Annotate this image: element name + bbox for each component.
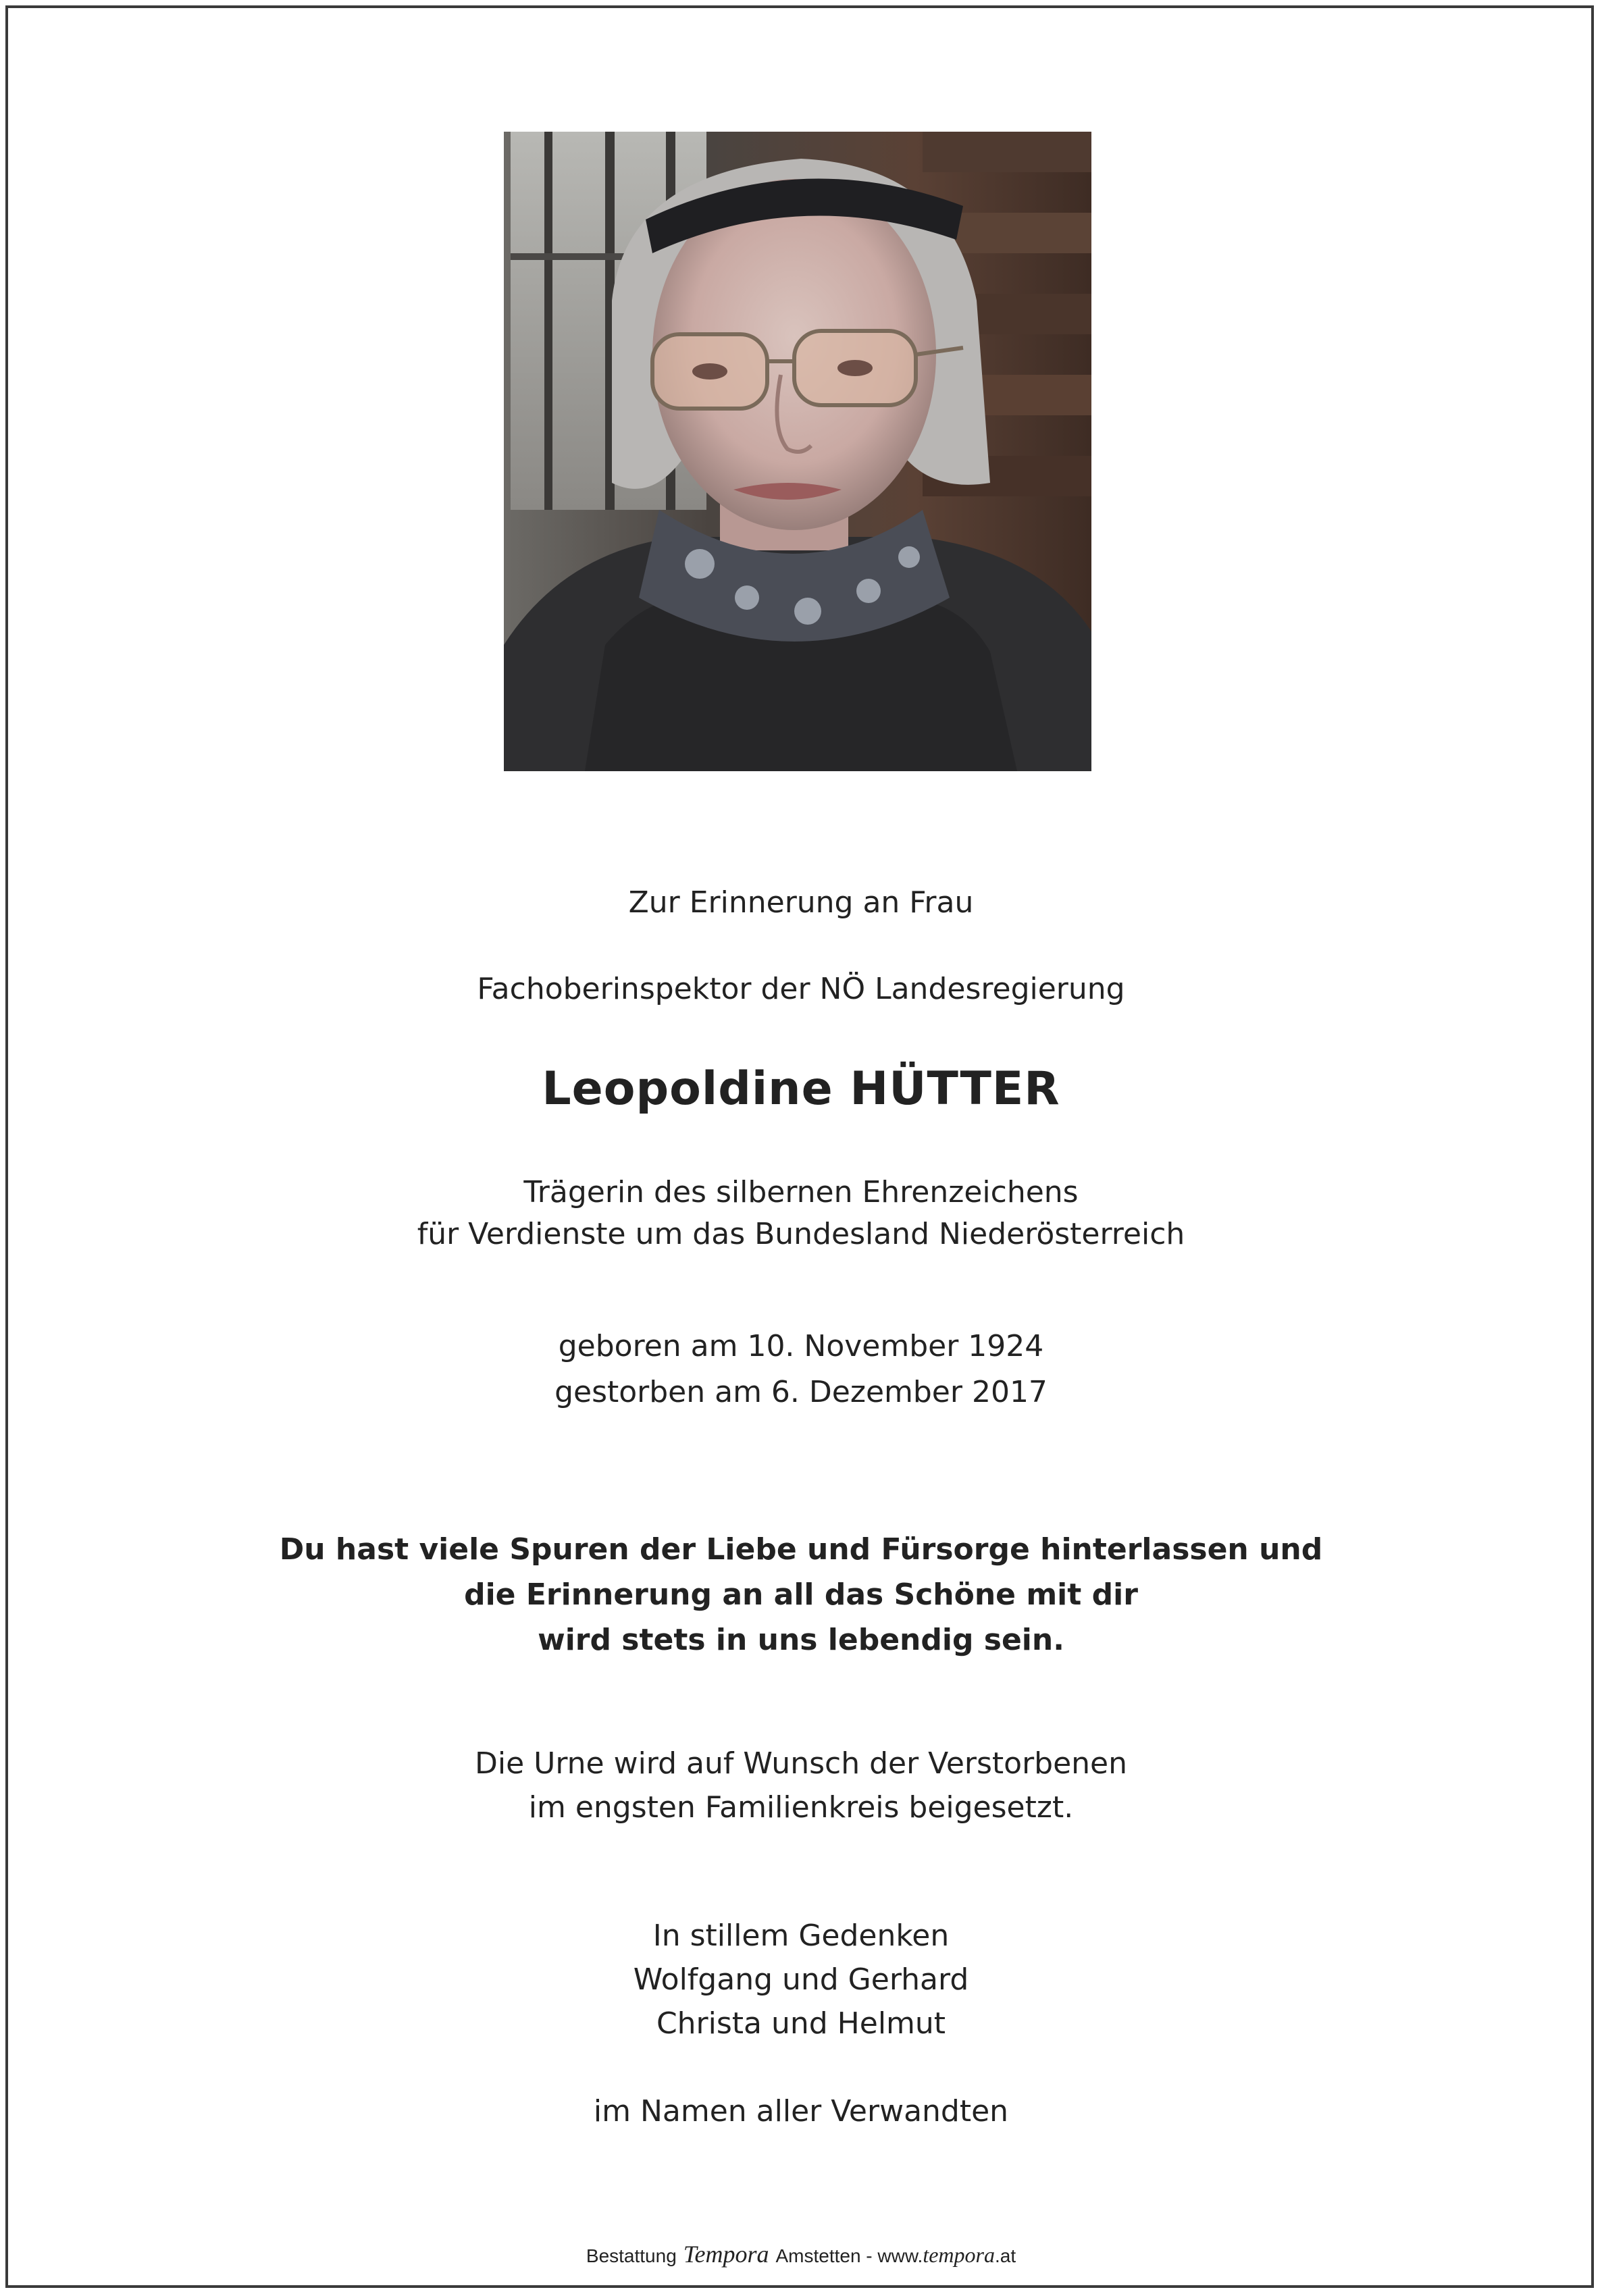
quote-line-3: wird stets in uns lebendig sein. xyxy=(538,1623,1064,1657)
deceased-name: Leopoldine HÜTTER xyxy=(542,1062,1060,1116)
burial-line-2: im engsten Familienkreis beigesetzt. xyxy=(528,1790,1074,1825)
born-date: geboren am 10. November 1924 xyxy=(558,1329,1044,1363)
footer-credit xyxy=(0,2241,1602,2270)
mourners-line-2: Wolfgang und Gerhard xyxy=(633,1962,969,1997)
footer-location: Amstetten - www. xyxy=(775,2245,923,2266)
closing-line: im Namen aller Verwandten xyxy=(593,2094,1009,2129)
footer-url-suffix: .at xyxy=(994,2245,1016,2266)
portrait-photo xyxy=(504,132,1091,771)
mourners-line-1: In stillem Gedenken xyxy=(652,1919,950,1953)
mourners-line-3: Christa und Helmut xyxy=(656,2006,946,2041)
honor-line-1: Trägerin des silbernen Ehrenzeichens xyxy=(523,1175,1079,1209)
quote-line-2: die Erinnerung an all das Schöne mit dir xyxy=(464,1577,1138,1612)
footer-url-brand: tempora xyxy=(923,2243,995,2267)
intro-line: Zur Erinnerung an Frau xyxy=(628,885,974,920)
died-date: gestorben am 6. Dezember 2017 xyxy=(554,1375,1048,1409)
footer-brand-logo: Tempora xyxy=(683,2241,769,2268)
honor-line-2: für Verdienste um das Bundesland Niederösterreich xyxy=(417,1217,1185,1251)
quote-line-1: Du hast viele Spuren der Liebe und Fürsorge hinterlassen und xyxy=(279,1532,1323,1567)
burial-line-1: Die Urne wird auf Wunsch der Verstorbenen xyxy=(474,1746,1128,1781)
title-role: Fachoberinspektor der NÖ Landesregierung xyxy=(477,972,1125,1006)
portrait-image xyxy=(504,132,1091,771)
footer-prefix: Bestattung xyxy=(586,2245,677,2266)
